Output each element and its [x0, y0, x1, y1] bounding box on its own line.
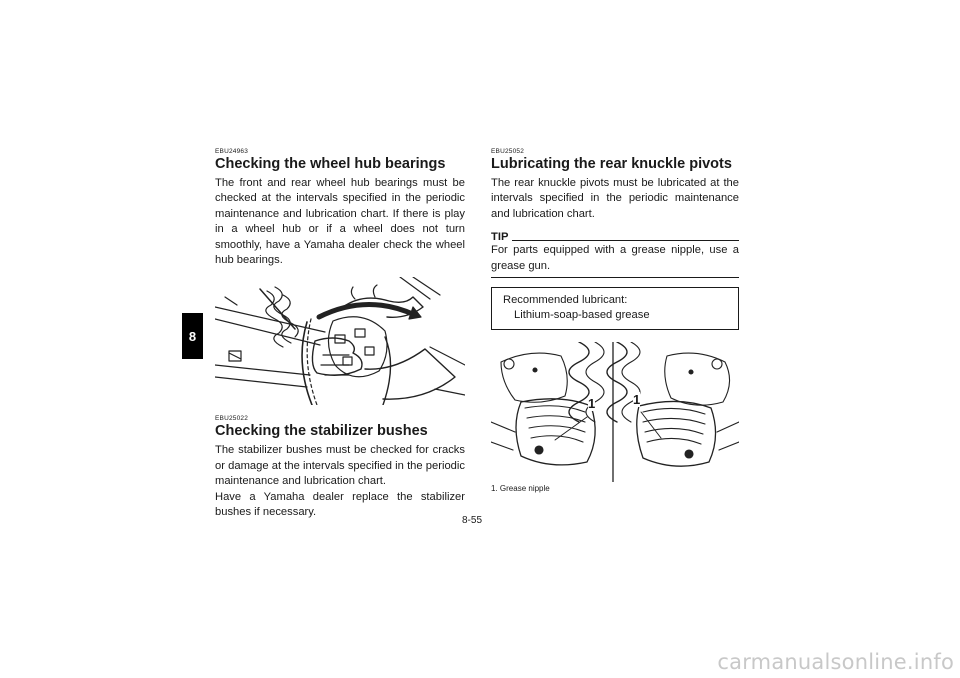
lubricant-value: Lithium-soap-based grease [514, 309, 650, 322]
tip-header [491, 231, 739, 243]
tip-end-divider [491, 277, 739, 278]
callout-grease-nipple-right: 1 [633, 392, 641, 408]
section-heading-knuckle: Lubricating the rear knuckle pivots [491, 156, 732, 172]
tip-label: TIP [491, 231, 509, 244]
watermark: carmanualsonline.info [717, 650, 954, 674]
section-code: EBU25022 [215, 415, 249, 423]
section-heading-stabilizer: Checking the stabilizer bushes [215, 423, 428, 440]
section-code: EBU24963 [215, 148, 249, 155]
recommended-lubricant-box [491, 287, 739, 330]
section-body-knuckle: The rear knuckle pivots must be lubricated at the intervals specified in the periodic maintenance and lubrication chart. [491, 177, 739, 220]
section-heading-wheel-hub: Checking the wheel hub bearings [215, 156, 446, 172]
callout-grease-nipple-left: 1 [588, 396, 596, 412]
page-number: 8-55 [462, 515, 483, 526]
tip-text: For parts equipped with a grease nipple, use a grease gun. [491, 244, 739, 272]
section-body-stabilizer-2: Have a Yamaha dealer replace the stabilizer bushes if necessary. [215, 490, 465, 519]
caption-number: 1. [491, 484, 498, 494]
wheel-hub-illustration [215, 277, 465, 405]
section-code: EBU25052 [491, 148, 525, 155]
right-column [491, 148, 739, 493]
section-body-wheel-hub: The front and rear wheel hub bearings must be checked at the intervals specified in the periodic maintenance and lubrication chart. If there is play in a wheel hub or if a wheel does not turn smoothly, have a Yamaha dealer check the wheel hub bearings. [215, 177, 465, 267]
lubricant-label: Recommended lubricant: [503, 294, 628, 307]
figure-caption [491, 484, 739, 493]
left-column [215, 148, 465, 520]
section-body-stabilizer: The stabilizer bushes must be checked for cracks or damage at the intervals specified in the periodic maintenance and lubrication chart. [215, 444, 465, 488]
knuckle-pivot-illustration [491, 342, 739, 482]
tip-divider [512, 240, 739, 241]
chapter-tab: 8 [182, 313, 203, 359]
caption-text: Grease nipple [499, 484, 550, 494]
